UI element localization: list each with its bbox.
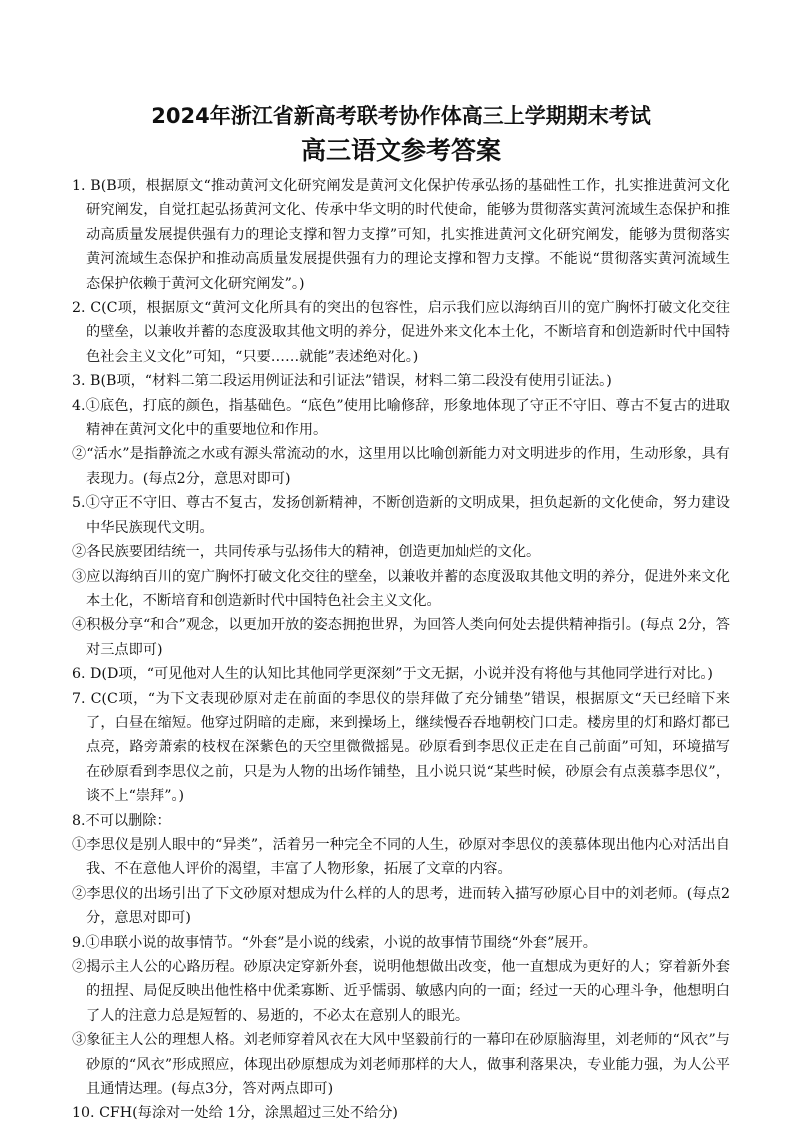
answer-item: ②揭示主人公的心路历程。砂原决定穿新外套，说明他想做出改变，他一直想成为更好的人；穿着新外套的扭捏、局促反映出他性格中优柔寡断、近乎懦弱、敏感内向的一面；经过一天的心理斗争，他想明白了人的注意力总是短暂的、易逝的，不必太在意别人的眼光。 [72,959,730,1024]
answer-item: ④积极分享“和合”观念，以更加开放的姿态拥抱世界，为回答人类向何处去提供精神指引。(每点 2分，答对三点即可) [72,617,730,658]
answer-item: 7. C(C项，“为下文表现砂原对走在前面的李思仪的崇拜做了充分铺垫”错误，根据原文“天已经暗下来了，白昼在缩短。他穿过阴暗的走廊，来到操场上，继续慢吞吞地朝校门口走。楼房里的灯和路灯都已点亮，路旁萧索的枝杈在深紫色的天空里微微摇晃。砂原看到李思仪正走在自己前面”可知，环境描写在砂原看到李思仪之前，只是为人物的出场作铺垫，且小说只说“某些时候，砂原会有点羡慕李思仪”，谈不上“崇拜”。) [72,690,730,805]
answer-item: ③应以海纳百川的宽广胸怀打破文化交往的壁垒，以兼收并蓄的态度汲取其他文明的养分，促进外来文化本土化，不断培育和创造新时代中国特色社会主义文化。 [72,568,730,609]
answer-item: ③象征主人公的理想人格。刘老师穿着风衣在大风中坚毅前行的一幕印在砂原脑海里，刘老师的“风衣”与砂原的“风衣”形成照应，体现出砂原想成为刘老师那样的大人，做事利落果决，专业能力强，为人公平且通情达理。(每点3分，答对两点即可) [72,1032,730,1098]
document-title: 2024年浙江省新高考联考协作体高三上学期期末考试 [151,104,651,128]
answer-item: ②“活水”是指静流之水或有源头常流动的水，这里用以比喻创新能力对文明进步的作用，生动形象，具有表现力。(每点2分，意思对即可) [72,446,730,487]
answer-list [72,174,730,1126]
answer-item: 4.①底色，打底的颜色，指基础色。“底色”使用比喻修辞，形象地体现了守正不守旧、尊古不复古的进取精神在黄河文化中的重要地位和作用。 [72,397,730,439]
answer-item: 2. C(C项，根据原文“黄河文化所具有的突出的包容性，启示我们应以海纳百川的宽广胸怀打破文化交往的壁垒，以兼收并蓄的态度汲取其他文明的养分，促进外来文化本土化，不断培育和创造新时代中国特色社会主义文化”可知，“只要……就能”表述绝对化。) [72,300,730,365]
answer-item: 1. B(B项，根据原文“推动黄河文化研究阐发是黄河文化保护传承弘扬的基础性工作，扎实推进黄河文化研究阐发，自觉扛起弘扬黄河文化、传承中华文明的时代使命，能够为贯彻落实黄河流域生态保护和推动高质量发展提供强有力的理论支撑和智力支撑”可知，扎实推进黄河文化研究阐发，能够为贯彻落实黄河流域生态保护和推动高质量发展提供强有力的理论支撑和智力支撑。不能说“贯彻落实黄河流域生态保护依赖于黄河文化研究阐发”。) [72,178,730,292]
answer-item: 6. D(D项，“可见他对人生的认知比其他同学更深刻”于文无据，小说并没有将他与其他同学进行对比。) [72,666,713,683]
answer-item: ②各民族要团结统一，共同传承与弘扬伟大的精神，创造更加灿烂的文化。 [72,544,541,561]
answer-item: ①李思仪是别人眼中的“异类”，活着另一种完全不同的人生，砂原对李思仪的羡慕体现出他内心对活出自我、不在意他人评价的渴望，丰富了人物形象，拓展了文章的内容。 [72,836,730,878]
answer-item: 3. B(B项，“材料二第二段运用例证法和引证法”错误，材料二第二段没有使用引证法。) [72,373,612,390]
answer-item: 8.不可以删除： [72,812,171,829]
answer-item: 5.①守正不守旧、尊古不复古，发扬创新精神，不断创造新的文明成果，担负起新的文化使命，努力建设中华民族现代文明。 [72,495,730,536]
answer-item: 9.①串联小说的故事情节。“外套”是小说的线索，小说的故事情节围绕“外套”展开。 [72,934,597,951]
answer-item: ②李思仪的出场引出了下文砂原对想成为什么样的人的思考，进而转入描写砂原心目中的刘老师。(每点2分，意思对即可) [72,885,730,927]
answer-item: 10. CFH(每涂对一处给 1分，涂黑超过三处不给分) [72,1105,398,1122]
document-subtitle: 高三语文参考答案 [300,136,501,165]
